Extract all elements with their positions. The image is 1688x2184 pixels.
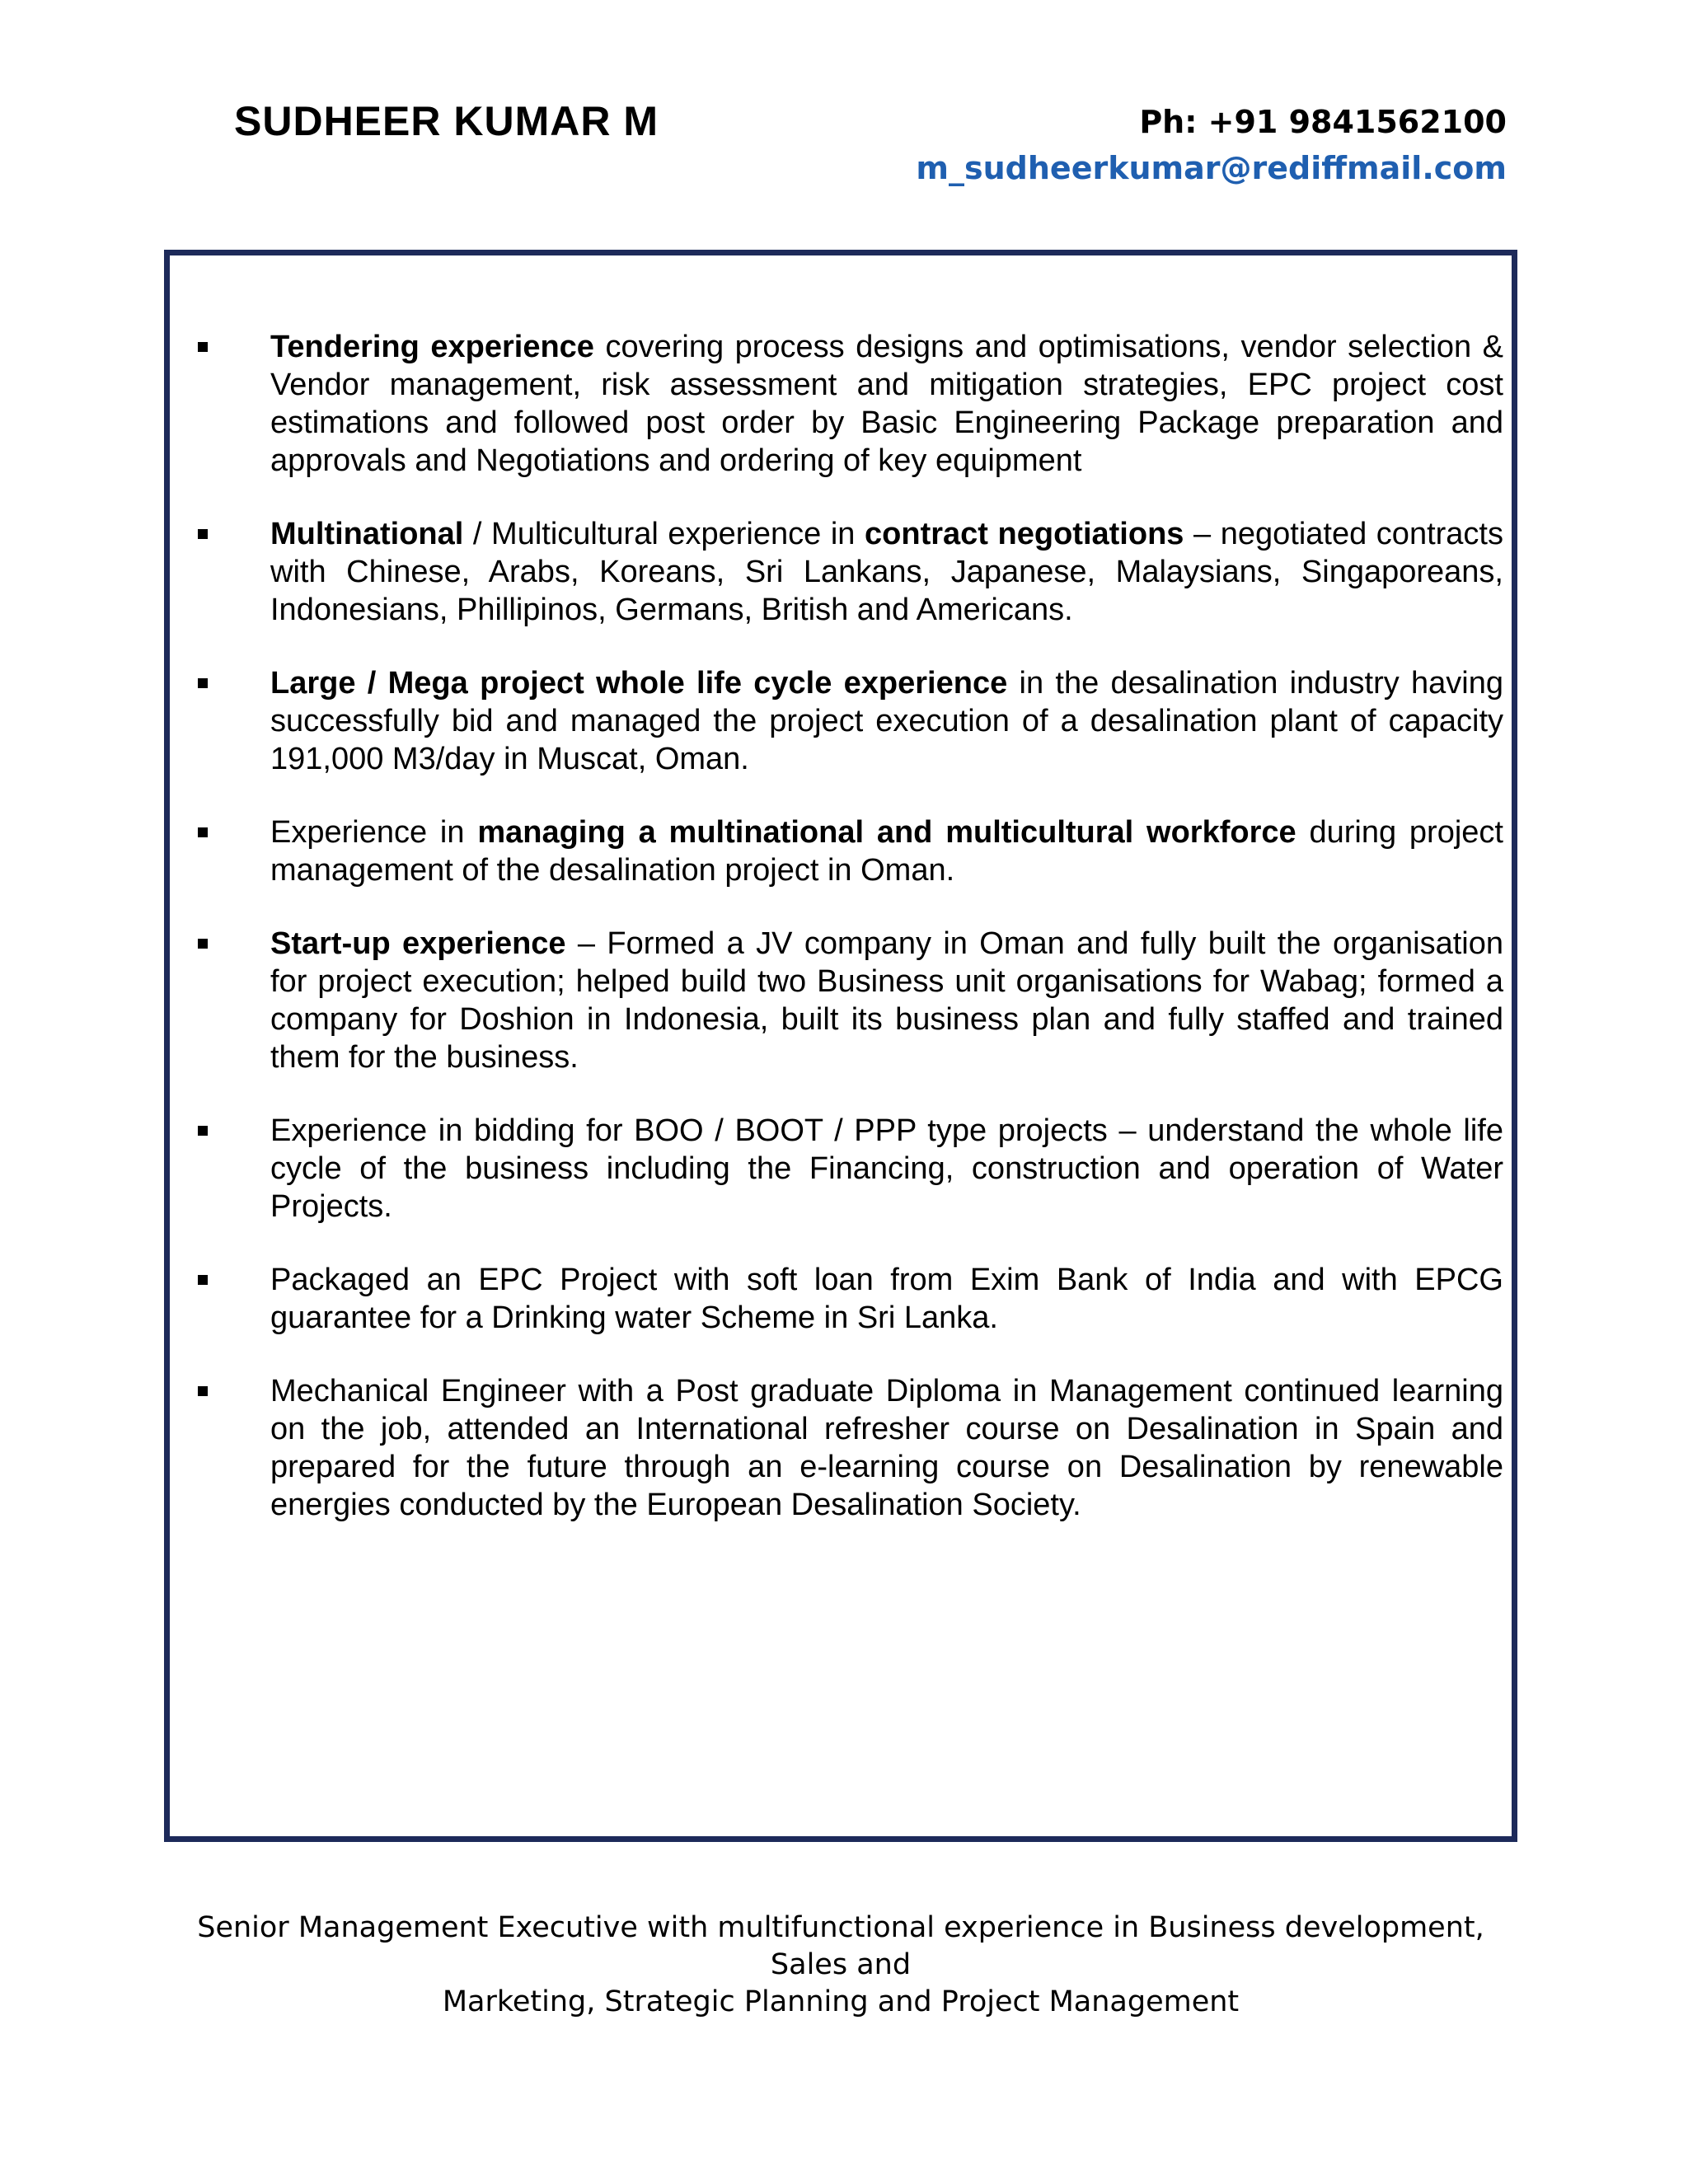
item-highlight: managing a multinational and multicultural workforce xyxy=(477,815,1296,850)
square-bullet-icon xyxy=(198,1386,208,1396)
email-address[interactable]: m_sudheerkumar@rediffmail.com xyxy=(916,150,1507,186)
profile-summary-footer xyxy=(165,1910,1517,2021)
item-heading: Start-up experience xyxy=(270,926,566,961)
square-bullet-icon xyxy=(198,529,208,539)
item-text: Experience in bidding for BOO / BOOT / PPP type projects – understand the whole life cycle of the business including the Financing, construction and operation of Water Projects. xyxy=(270,1113,1503,1224)
item-text: – negotiated contracts with Chinese, Arabs, Koreans, Sri Lankans, Japanese, Malaysians, Singaporeans, Indonesians, Phillipinos, Germans, British and Americans. xyxy=(270,517,1503,627)
candidate-name: SUDHEER KUMAR M xyxy=(234,98,659,144)
item-text: Experience in xyxy=(270,815,478,850)
list-item xyxy=(198,813,1503,889)
list-item xyxy=(198,328,1503,480)
item-text: covering process designs and optimisations, vendor selection & Vendor management, risk assessment and mitigation strategies, EPC project cost estimations and followed post order by Basic Engineering Package preparation and approvals and Negotiations and ordering of key equipment xyxy=(270,330,1503,478)
footer-line: Marketing, Strategic Planning and Project Management xyxy=(442,1985,1240,2018)
square-bullet-icon xyxy=(198,1275,208,1285)
item-heading: Tendering experience xyxy=(270,330,594,364)
phone-number: Ph: +91 9841562100 xyxy=(1139,104,1507,140)
list-item xyxy=(198,515,1503,629)
square-bullet-icon xyxy=(198,939,208,949)
item-text: in the desalination industry having successfully bid and managed the project execution of a desalination plant of capacity 191,000 M3/day in Muscat, Oman. xyxy=(270,666,1504,776)
list-item xyxy=(198,1261,1503,1337)
item-text: / Multicultural experience in xyxy=(463,517,865,551)
item-text: – Formed a JV company in Oman and fully built the organisation for project execution; helped build two Business unit organisations for Wabag; formed a company for Doshion in Indonesia, built its business plan and fully staffed and trained them for the business. xyxy=(270,926,1503,1075)
item-text: Packaged an EPC Project with soft loan from Exim Bank of India and with EPCG guarantee for a Drinking water Scheme in Sri Lanka. xyxy=(270,1263,1503,1335)
square-bullet-icon xyxy=(198,342,208,352)
item-text: Mechanical Engineer with a Post graduate Diploma in Management continued learning on the job, attended an International refresher course on Desalination in Spain and prepared for the future through an e-learning course on Desalination by renewable energies conducted by the European Desalination Society. xyxy=(270,1374,1503,1522)
list-item xyxy=(198,1372,1503,1524)
footer-line: Senior Management Executive with multifunctional experience in Business development, Sales and xyxy=(197,1911,1484,1981)
list-item xyxy=(198,1112,1503,1226)
square-bullet-icon xyxy=(198,827,208,837)
item-heading: Large / Mega project whole life cycle experience xyxy=(270,666,1008,701)
square-bullet-icon xyxy=(198,1126,208,1136)
item-text: during project management of the desalination project in Oman. xyxy=(270,815,1503,888)
list-item xyxy=(198,664,1503,778)
square-bullet-icon xyxy=(198,678,208,688)
list-item xyxy=(198,925,1503,1076)
item-heading: Multinational xyxy=(270,517,464,551)
item-highlight: contract negotiations xyxy=(865,517,1184,551)
experience-list xyxy=(198,328,1503,1559)
